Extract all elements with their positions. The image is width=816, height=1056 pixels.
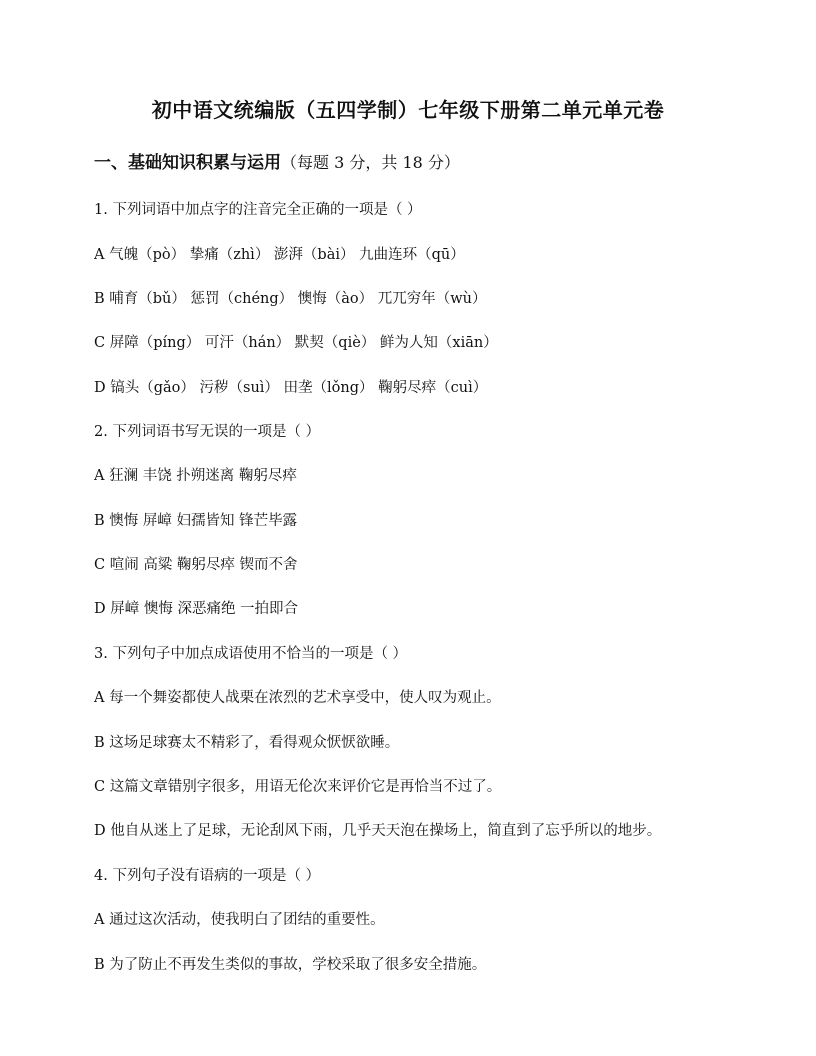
section-heading — [94, 148, 460, 173]
question-2-option-b: B 懊悔 屏嶂 妇孺皆知 锋芒毕露 — [94, 513, 298, 529]
question-1-option-d: D 镐头（gǎo） 污秽（suì） 田垄（lǒng） 鞠躬尽瘁（cuì） — [94, 380, 488, 396]
question-3-option-d: D 他自从迷上了足球，无论刮风下雨，几乎天天泡在操场上，简直到了忘乎所以的地步。 — [94, 823, 662, 839]
question-3-option-b: B 这场足球赛太不精彩了，看得观众恹恹欲睡。 — [94, 735, 400, 751]
question-2-stem: 2. 下列词语书写无误的一项是（ ） — [94, 424, 321, 440]
section-score: （每题 3 分，共 18 分） — [281, 153, 460, 172]
question-4-option-b: B 为了防止不再发生类似的事故，学校采取了很多安全措施。 — [94, 957, 487, 973]
question-3-stem: 3. 下列句子中加点成语使用不恰当的一项是（ ） — [94, 646, 408, 662]
question-2-option-d: D 屏嶂 懊悔 深恶痛绝 一拍即合 — [94, 601, 299, 617]
question-1-option-a: A 气魄（pò） 挚痛（zhì） 澎湃（bài） 九曲连环（qū） — [94, 247, 465, 263]
question-1-stem: 1. 下列词语中加点字的注音完全正确的一项是（ ） — [94, 202, 422, 218]
question-2-option-a: A 狂澜 丰饶 扑朔迷离 鞠躬尽瘁 — [94, 468, 297, 484]
question-3-option-c: C 这篇文章错别字很多，用语无伦次来评价它是再恰当不过了。 — [94, 779, 502, 795]
question-3-option-a: A 每一个舞姿都使人战栗在浓烈的艺术享受中，使人叹为观止。 — [94, 690, 501, 706]
question-1-option-c: C 屏障（píng） 可汗（hán） 默契（qiè） 鲜为人知（xiān） — [94, 335, 498, 351]
document-title: 初中语文统编版（五四学制）七年级下册第二单元单元卷 — [151, 98, 665, 122]
question-1-option-b: B 哺育（bǔ） 惩罚（chéng） 懊悔（ào） 兀兀穷年（wù） — [94, 291, 487, 307]
question-4-option-a: A 通过这次活动，使我明白了团结的重要性。 — [94, 912, 385, 928]
question-4-stem: 4. 下列句子没有语病的一项是（ ） — [94, 868, 321, 884]
question-2-option-c: C 喧闹 高粱 鞠躬尽瘁 锲而不舍 — [94, 557, 298, 573]
section-heading-text: 一、基础知识积累与运用 — [94, 153, 281, 173]
